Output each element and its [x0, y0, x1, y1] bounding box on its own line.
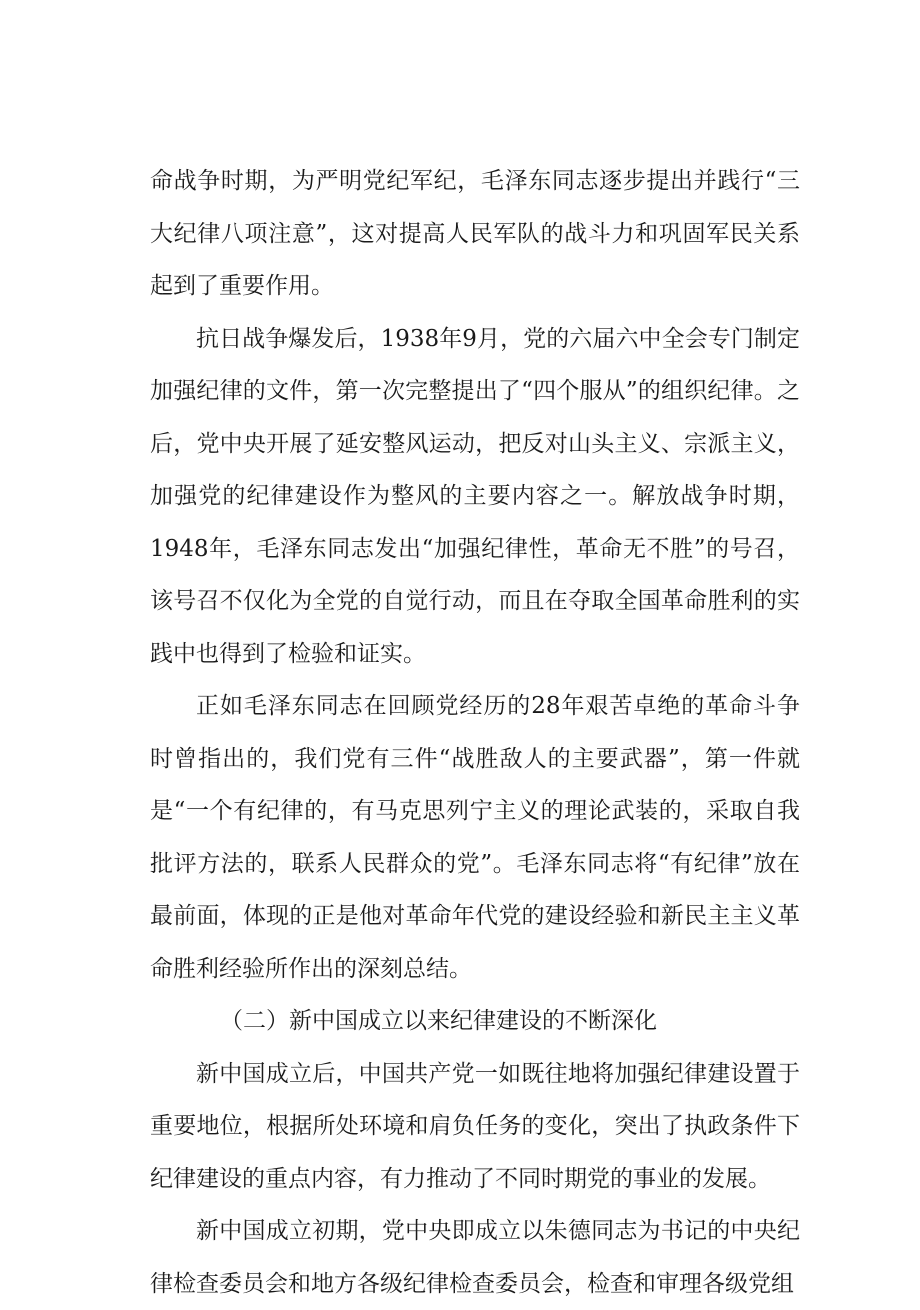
paragraph-continued: 命战争时期，为严明党纪军纪，毛泽东同志逐步提出并践行“三大纪律八项注意”，这对提高人民军队的战斗力和巩固军民关系起到了重要作用。: [150, 168, 800, 299]
section-heading: （二）新中国成立以来纪律建设的不断深化: [220, 1008, 657, 1034]
paragraph-three-weapons: 正如毛泽东同志在回顾党经历的28年艰苦卓绝的革命斗争时曾指出的，我们党有三件“战胜敌人的主要武器”，第一件就是“一个有纪律的，有马克思列宁主义的理论武装的，采取自我批评方法的，联系人民群众的党”。毛泽东同志将“有纪律”放在最前面，体现的正是他对革命年代党的建设经验和新民主主义革命胜利经验所作出的深刻总结。: [150, 693, 800, 982]
paragraph-anti-japanese-war: 抗日战争爆发后，1938年9月，党的六届六中全会专门制定加强纪律的文件，第一次完整提出了“四个服从”的组织纪律。之后，党中央开展了延安整风运动，把反对山头主义、宗派主义，加强党的纪律建设作为整风的主要内容之一。解放战争时期，1948年，毛泽东同志发出“加强纪律性，革命无不胜”的号召，该号召不仅化为全党的自觉行动，而且在夺取全国革命胜利的实践中也得到了检验和证实。: [150, 325, 800, 667]
paragraph-early-prc: 新中国成立初期，党中央即成立以朱德同志为书记的中央纪律检查委员会和地方各级纪律检查委员会，检查和审理各级党组: [150, 1218, 800, 1297]
document-body: [150, 155, 800, 1310]
paragraph-after-founding: 新中国成立后，中国共产党一如既往地将加强纪律建设置于重要地位，根据所处环境和肩负任务的变化，突出了执政条件下纪律建设的重点内容，有力推动了不同时期党的事业的发展。: [150, 1060, 800, 1192]
